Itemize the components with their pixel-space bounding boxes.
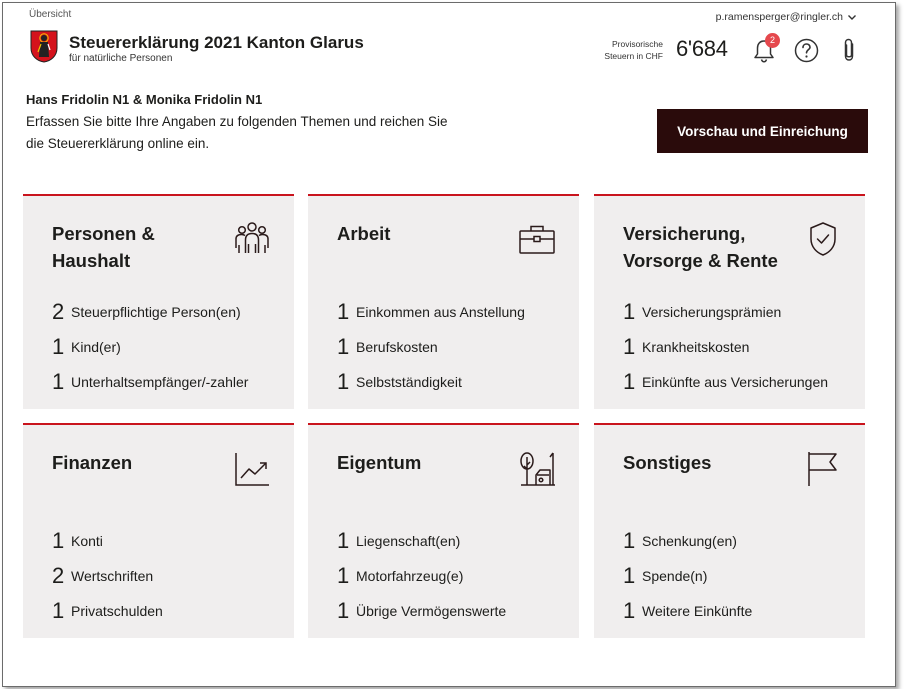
item-label: Krankheitskosten xyxy=(642,338,750,355)
user-menu[interactable] xyxy=(716,11,857,23)
item-label: Selbstständigkeit xyxy=(356,373,462,390)
card-items xyxy=(623,523,752,628)
item-label: Wertschriften xyxy=(71,567,154,584)
preview-and-submit-button[interactable]: Vorschau und Einreichung xyxy=(657,109,868,153)
briefcase-icon xyxy=(517,220,557,260)
item-count: 1 xyxy=(52,597,65,623)
item-label: Übrige Vermögenswerte xyxy=(356,602,507,619)
item-count: 1 xyxy=(623,597,636,623)
card-title: Sonstiges xyxy=(623,452,712,473)
item-label: Weitere Einkünfte xyxy=(642,602,753,619)
list-item[interactable] xyxy=(52,364,248,399)
user-email: p.ramensperger@ringler.ch xyxy=(715,11,843,23)
canton-glarus-logo xyxy=(30,30,58,63)
item-count: 1 xyxy=(623,527,636,553)
item-count: 1 xyxy=(337,298,350,324)
item-count: 1 xyxy=(623,562,636,588)
list-item[interactable] xyxy=(52,558,163,593)
list-item[interactable] xyxy=(337,294,525,329)
list-item[interactable] xyxy=(337,329,525,364)
overview-link[interactable]: Übersicht xyxy=(29,9,72,20)
card-versicherung-vorsorge-rente[interactable] xyxy=(594,194,865,409)
shield-check-icon xyxy=(803,220,843,260)
item-label: Unterhaltsempfänger/-zahler xyxy=(71,373,249,390)
item-count: 1 xyxy=(337,597,350,623)
item-label: Spende(n) xyxy=(642,567,708,584)
property-icon xyxy=(517,449,557,489)
card-title: Personen & Haushalt xyxy=(52,223,155,271)
card-items xyxy=(337,294,525,399)
app-title: Steuererklärung 2021 Kanton Glarus xyxy=(69,33,364,52)
card-title: Eigentum xyxy=(337,452,422,473)
item-count: 1 xyxy=(623,333,636,359)
list-item[interactable] xyxy=(623,523,752,558)
list-item[interactable] xyxy=(52,593,163,628)
card-title: Arbeit xyxy=(337,223,391,244)
list-item[interactable] xyxy=(623,558,752,593)
help-icon[interactable] xyxy=(794,38,819,63)
item-label: Motorfahrzeug(e) xyxy=(356,567,464,584)
provisional-tax-value: 6'684 xyxy=(676,36,728,61)
item-count: 1 xyxy=(52,368,65,394)
card-items xyxy=(52,294,248,399)
paperclip-icon[interactable] xyxy=(839,37,859,63)
card-items xyxy=(337,523,506,628)
card-arbeit[interactable] xyxy=(308,194,579,409)
item-label: Kind(er) xyxy=(71,338,121,355)
card-sonstiges[interactable] xyxy=(594,423,865,638)
card-title: Finanzen xyxy=(52,452,133,473)
list-item[interactable] xyxy=(52,294,248,329)
list-item[interactable] xyxy=(623,329,828,364)
list-item[interactable] xyxy=(623,593,752,628)
item-count: 1 xyxy=(337,562,350,588)
item-label: Liegenschaft(en) xyxy=(356,532,461,549)
chevron-down-icon xyxy=(847,12,857,22)
list-item[interactable] xyxy=(337,364,525,399)
app-subtitle: für natürliche Personen xyxy=(69,53,173,64)
list-item[interactable] xyxy=(337,593,506,628)
card-items xyxy=(623,294,828,399)
chart-trend-icon xyxy=(232,449,272,489)
card-eigentum[interactable] xyxy=(308,423,579,638)
item-count: 1 xyxy=(337,368,350,394)
list-item[interactable] xyxy=(52,523,163,558)
item-label: Schenkung(en) xyxy=(642,532,737,549)
taxpayer-names: Hans Fridolin N1 & Monika Fridolin N1 xyxy=(26,92,263,107)
item-count: 1 xyxy=(337,527,350,553)
item-label: Steuerpflichtige Person(en) xyxy=(71,303,241,320)
list-item[interactable] xyxy=(623,364,828,399)
list-item[interactable] xyxy=(623,294,828,329)
item-count: 1 xyxy=(337,333,350,359)
list-item[interactable] xyxy=(337,523,506,558)
app-window xyxy=(2,2,896,687)
item-label: Einkünfte aus Versicherungen xyxy=(642,373,829,390)
intro-text: Erfassen Sie bitte Ihre Angaben zu folgenden Themen und reichen Sie die Steuererklärung online ein. xyxy=(26,114,448,151)
item-count: 1 xyxy=(52,527,65,553)
item-count: 1 xyxy=(623,368,636,394)
provisional-tax-label: Provisorische Steuern in CHF xyxy=(604,39,663,61)
item-label: Berufskosten xyxy=(356,338,438,355)
list-item[interactable] xyxy=(52,329,248,364)
card-items xyxy=(52,523,163,628)
item-count: 1 xyxy=(623,298,636,324)
people-icon xyxy=(232,220,272,260)
item-label: Konti xyxy=(71,532,103,549)
notification-badge: 2 xyxy=(765,33,780,48)
item-count: 2 xyxy=(52,298,65,324)
card-finanzen[interactable] xyxy=(23,423,294,638)
item-label: Privatschulden xyxy=(71,602,163,619)
list-item[interactable] xyxy=(337,558,506,593)
item-count: 1 xyxy=(52,333,65,359)
card-title: Versicherung, Vorsorge & Rente xyxy=(623,223,778,271)
item-count: 2 xyxy=(52,562,65,588)
flag-icon xyxy=(803,449,843,489)
item-label: Versicherungsprämien xyxy=(642,303,782,320)
item-label: Einkommen aus Anstellung xyxy=(356,303,525,320)
card-personen-haushalt[interactable] xyxy=(23,194,294,409)
